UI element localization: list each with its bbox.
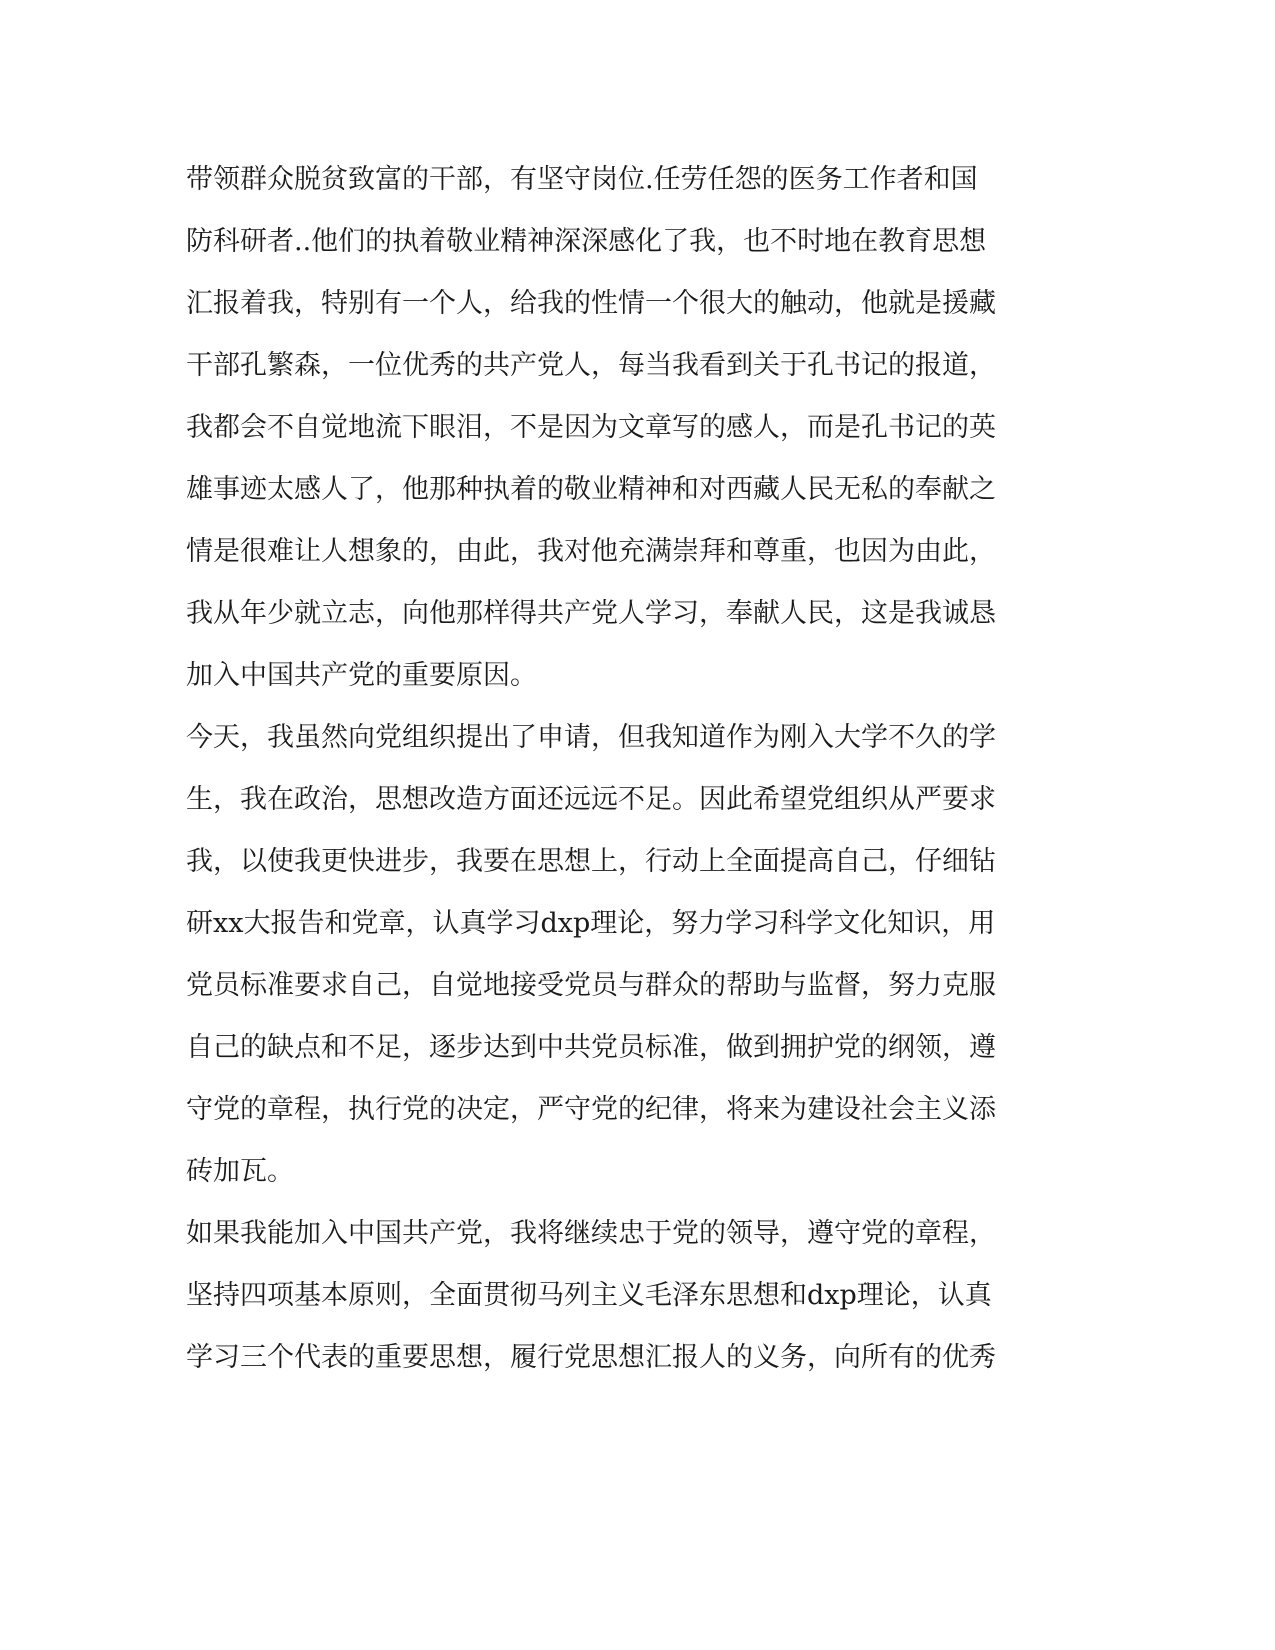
text-line: 自己的缺点和不足，逐步达到中共党员标准，做到拥护党的纲领，遵 (186, 1032, 996, 1063)
text-line: 情是很难让人想象的，由此，我对他充满崇拜和尊重，也因为由此， (186, 536, 996, 567)
text-line: 守党的章程，执行党的决定，严守党的纪律，将来为建设社会主义添 (186, 1094, 996, 1125)
text-line: 生，我在政治，思想改造方面还远远不足。因此希望党组织从严要求 (186, 784, 996, 815)
text-line: 带领群众脱贫致富的干部，有坚守岗位.任劳任怨的医务工作者和国 (186, 164, 978, 195)
text-line: 学习三个代表的重要思想，履行党思想汇报人的义务，向所有的优秀 (186, 1342, 996, 1373)
body-text (186, 157, 1086, 1397)
text-line: 砖加瓦。 (186, 1156, 294, 1187)
text-line: 党员标准要求自己，自觉地接受党员与群众的帮助与监督，努力克服 (186, 970, 996, 1001)
text-line: 干部孔繁森，一位优秀的共产党人，每当我看到关于孔书记的报道， (186, 350, 996, 381)
text-line: 今天，我虽然向党组织提出了申请，但我知道作为刚入大学不久的学 (186, 722, 996, 753)
text-line: 防科研者..他们的执着敬业精神深深感化了我，也不时地在教育思想 (186, 226, 987, 257)
text-line: 研xx大报告和党章，认真学习dxp理论，努力学习科学文化知识，用 (186, 908, 996, 939)
text-line: 我，以使我更快进步，我要在思想上，行动上全面提高自己，仔细钻 (186, 846, 996, 877)
text-line: 雄事迹太感人了，他那种执着的敬业精神和对西藏人民无私的奉献之 (186, 474, 996, 505)
text-line: 我都会不自觉地流下眼泪，不是因为文章写的感人，而是孔书记的英 (186, 412, 996, 443)
text-line: 加入中国共产党的重要原因。 (186, 660, 537, 691)
text-line: 汇报着我，特别有一个人，给我的性情一个很大的触动，他就是援藏 (186, 288, 996, 319)
text-line: 坚持四项基本原则，全面贯彻马列主义毛泽东思想和dxp理论，认真 (186, 1280, 992, 1311)
text-line: 我从年少就立志，向他那样得共产党人学习，奉献人民，这是我诚恳 (186, 598, 996, 629)
text-line: 如果我能加入中国共产党，我将继续忠于党的领导，遵守党的章程， (186, 1218, 996, 1249)
